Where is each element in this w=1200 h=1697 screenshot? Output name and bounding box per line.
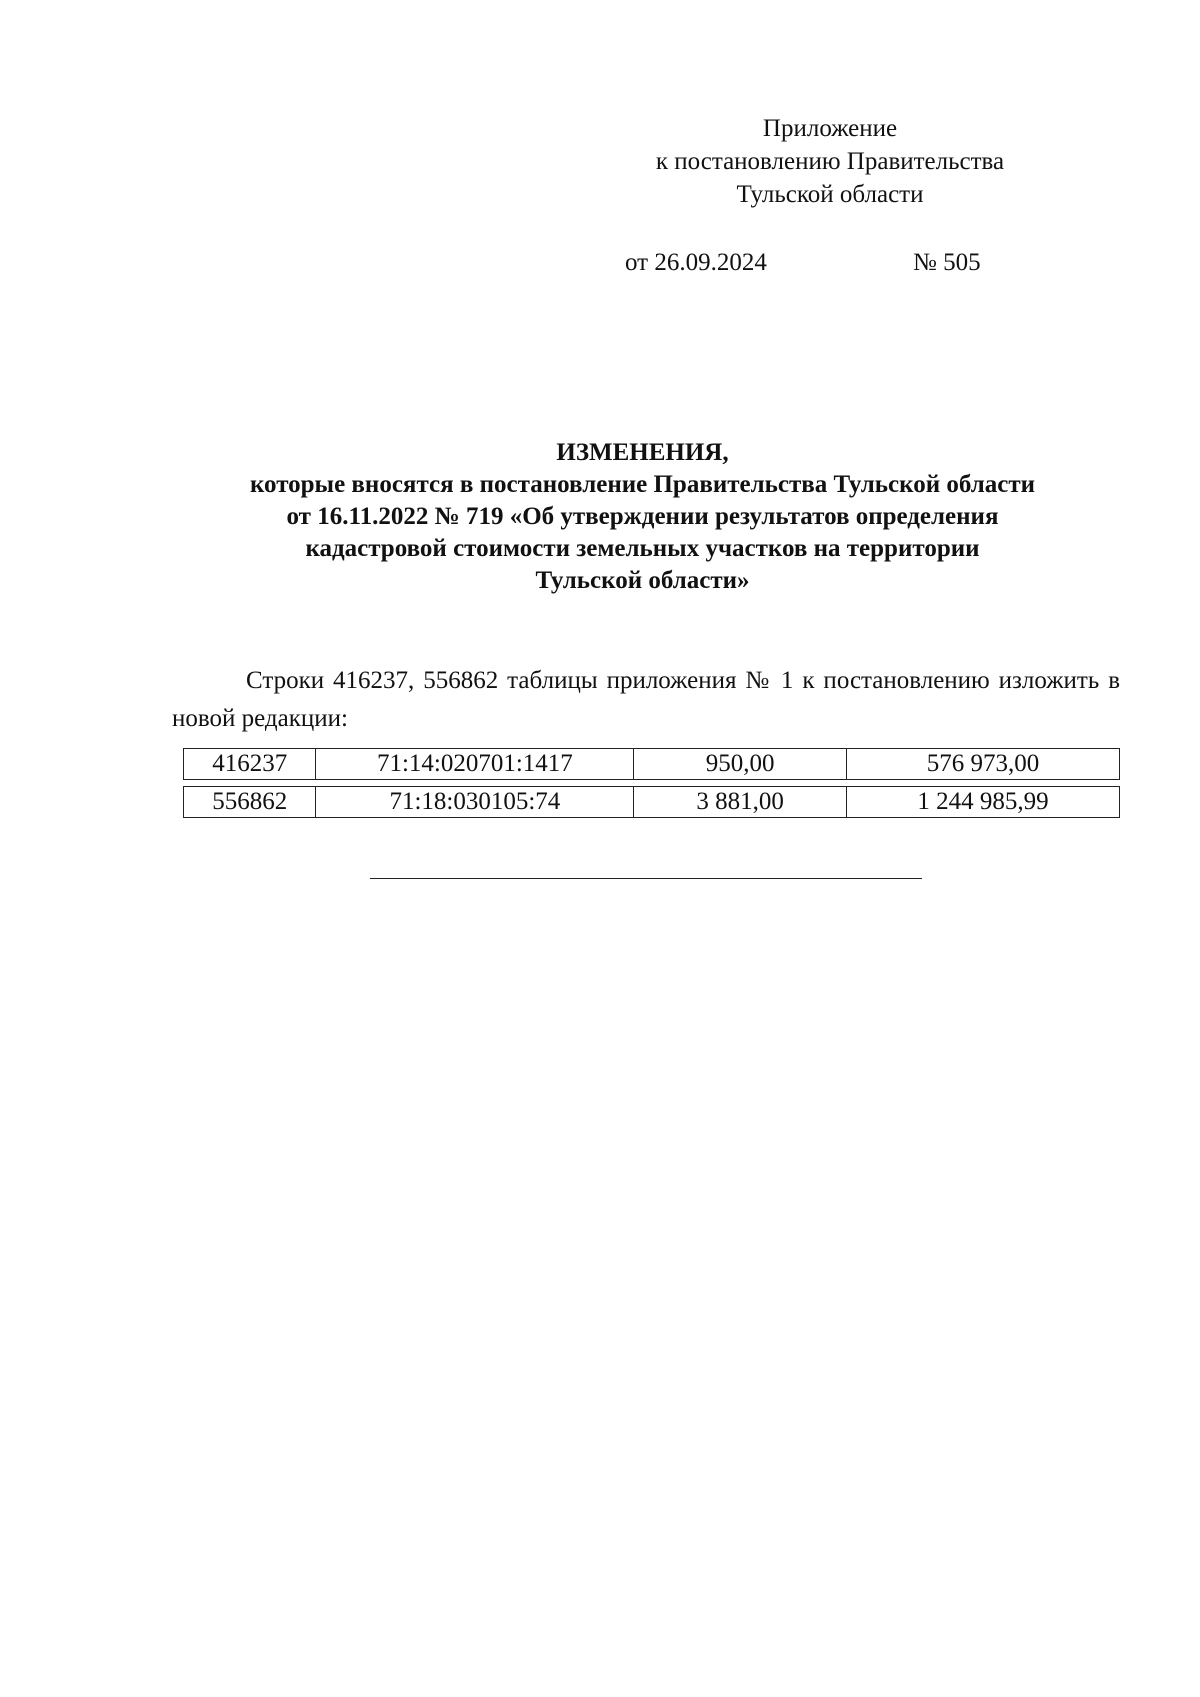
cadastral-value-cell: 576 973,00 xyxy=(847,748,1120,780)
cadastral-number-cell: 71:14:020701:1417 xyxy=(316,748,634,780)
area-cell: 950,00 xyxy=(634,748,847,780)
title-line-1: которые вносятся в постановление Правительства Тульской области xyxy=(249,471,1036,498)
document-title xyxy=(160,437,1125,597)
title-heading: ИЗМЕНЕНИЯ, xyxy=(556,439,729,466)
closing-divider xyxy=(370,878,922,879)
table-row xyxy=(183,786,1120,818)
cadastral-value-cell: 1 244 985,99 xyxy=(847,786,1120,818)
cadastral-table xyxy=(183,742,1120,824)
title-line-4: Тульской области» xyxy=(535,567,750,594)
row-number-cell: 416237 xyxy=(183,748,316,780)
title-line-2: от 16.11.2022 № 719 «Об утверждении результатов определения xyxy=(286,503,999,530)
table-row xyxy=(183,748,1120,780)
appendix-region: Тульской области xyxy=(736,181,924,208)
decree-date: от 26.09.2024 xyxy=(625,249,767,276)
title-line-3: кадастровой стоимости земельных участков на территории xyxy=(305,535,980,562)
appendix-label: Приложение xyxy=(762,115,898,142)
decree-number: № 505 xyxy=(913,249,981,276)
row-number-cell: 556862 xyxy=(183,786,316,818)
area-cell: 3 881,00 xyxy=(634,786,847,818)
appendix-header xyxy=(605,112,1055,211)
body-paragraph: Строки 416237, 556862 таблицы приложения № 1 к постановлению изложить в новой редакции: xyxy=(172,667,1120,732)
cadastral-number-cell: 71:18:030105:74 xyxy=(316,786,634,818)
appendix-reference: к постановлению Правительства xyxy=(655,148,1005,175)
